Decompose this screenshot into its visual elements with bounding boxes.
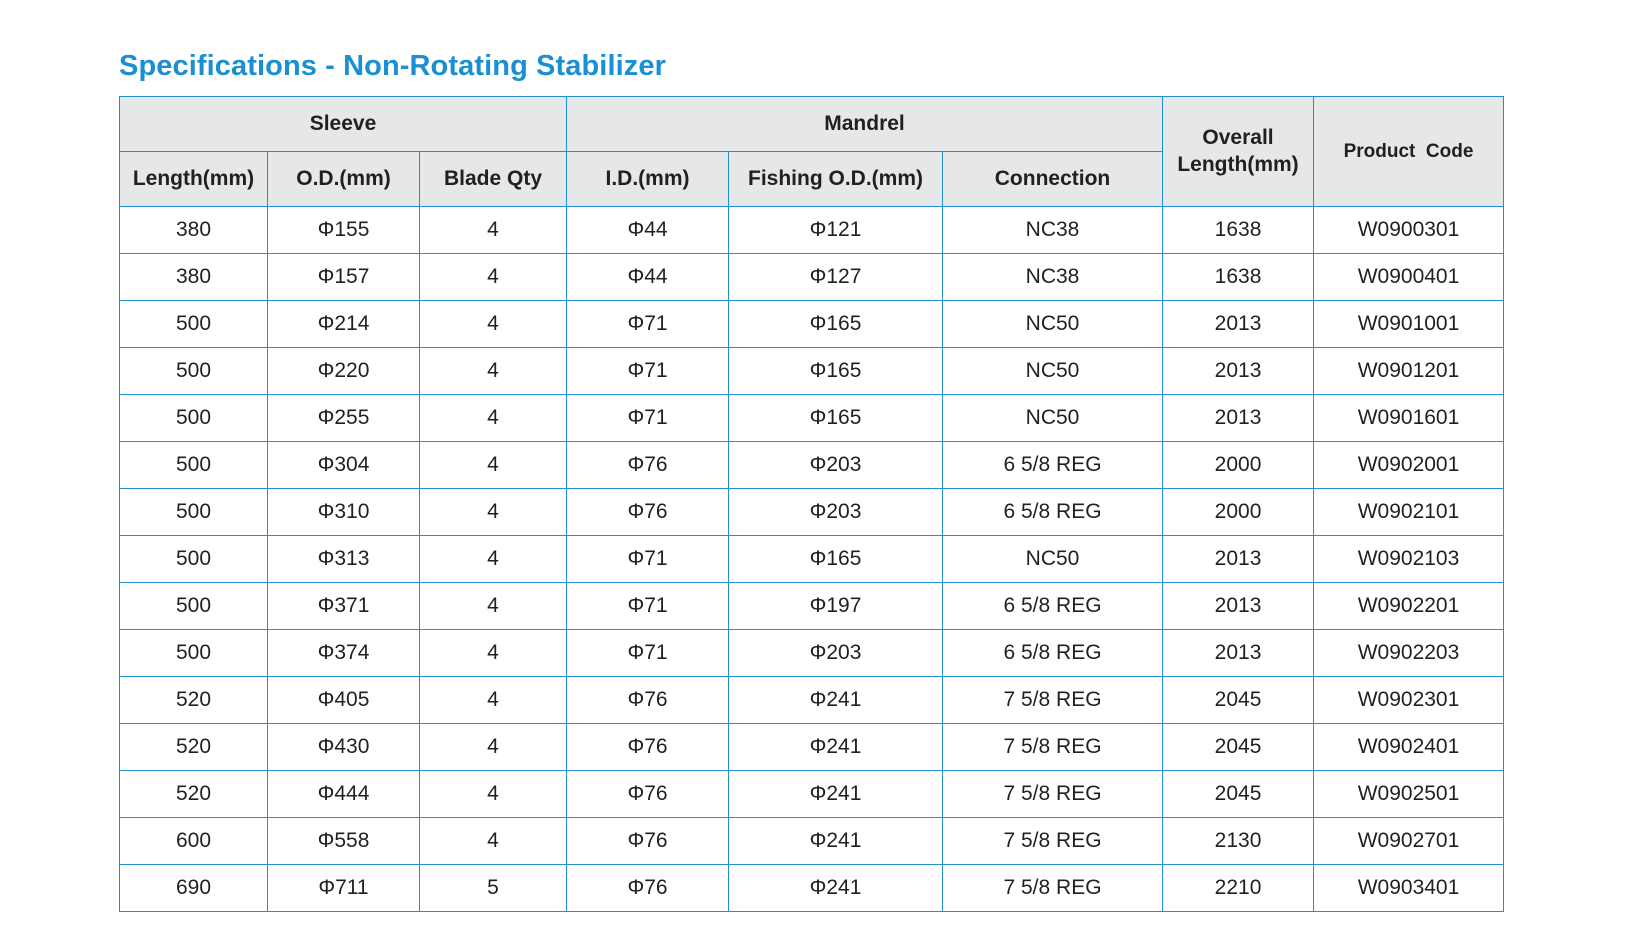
product-code-cell: W0902001 [1314, 442, 1504, 489]
mandrel-id-cell: Φ71 [567, 583, 729, 630]
table-row [120, 818, 1504, 865]
mandrel-id-cell: Φ71 [567, 536, 729, 583]
fishing-od-cell: Φ165 [729, 301, 943, 348]
connection-cell: NC38 [943, 207, 1163, 254]
product-code-cell: W0902501 [1314, 771, 1504, 818]
mandrel-group-header: Mandrel [567, 97, 1163, 152]
overall-length-cell: 2013 [1163, 395, 1314, 442]
overall-length-cell: 2210 [1163, 865, 1314, 912]
sleeve-od-cell: Φ313 [268, 536, 420, 583]
product-code-cell: W0900401 [1314, 254, 1504, 301]
blade-qty-cell: 4 [420, 583, 567, 630]
fishing-od-cell: Φ165 [729, 395, 943, 442]
fishing-od-cell: Φ241 [729, 818, 943, 865]
column-header-blade-qty: Blade Qty [420, 152, 567, 207]
connection-cell: 6 5/8 REG [943, 442, 1163, 489]
product-code-cell: W0901601 [1314, 395, 1504, 442]
header-group-row [120, 97, 1504, 152]
overall-length-cell: 2045 [1163, 724, 1314, 771]
product-code-cell: W0902301 [1314, 677, 1504, 724]
column-header-sleeve-od: O.D.(mm) [268, 152, 420, 207]
table-row [120, 301, 1504, 348]
sleeve-length-cell: 520 [120, 677, 268, 724]
connection-cell: NC50 [943, 301, 1163, 348]
blade-qty-cell: 5 [420, 865, 567, 912]
sleeve-length-cell: 500 [120, 536, 268, 583]
connection-cell: 7 5/8 REG [943, 724, 1163, 771]
fishing-od-cell: Φ241 [729, 865, 943, 912]
product-code-cell: W0901001 [1314, 301, 1504, 348]
connection-cell: 6 5/8 REG [943, 489, 1163, 536]
mandrel-id-cell: Φ71 [567, 630, 729, 677]
blade-qty-cell: 4 [420, 771, 567, 818]
sleeve-length-cell: 500 [120, 583, 268, 630]
overall-length-cell: 2000 [1163, 489, 1314, 536]
blade-qty-cell: 4 [420, 489, 567, 536]
blade-qty-cell: 4 [420, 536, 567, 583]
table-row [120, 583, 1504, 630]
blade-qty-cell: 4 [420, 207, 567, 254]
blade-qty-cell: 4 [420, 395, 567, 442]
product-code-cell: W0903401 [1314, 865, 1504, 912]
overall-length-cell: 1638 [1163, 207, 1314, 254]
overall-length-cell: 2013 [1163, 536, 1314, 583]
sleeve-od-cell: Φ214 [268, 301, 420, 348]
overall-length-header-line1: Overall [1202, 126, 1274, 150]
sleeve-od-cell: Φ405 [268, 677, 420, 724]
table-row [120, 207, 1504, 254]
fishing-od-cell: Φ241 [729, 677, 943, 724]
blade-qty-cell: 4 [420, 630, 567, 677]
sleeve-length-cell: 500 [120, 442, 268, 489]
sleeve-od-cell: Φ220 [268, 348, 420, 395]
product-code-cell: W0902701 [1314, 818, 1504, 865]
connection-cell: 7 5/8 REG [943, 771, 1163, 818]
blade-qty-cell: 4 [420, 677, 567, 724]
sleeve-od-cell: Φ155 [268, 207, 420, 254]
table-row [120, 724, 1504, 771]
sleeve-od-cell: Φ255 [268, 395, 420, 442]
sleeve-od-cell: Φ444 [268, 771, 420, 818]
product-code-cell: W0902401 [1314, 724, 1504, 771]
overall-length-cell: 2013 [1163, 583, 1314, 630]
sleeve-length-cell: 600 [120, 818, 268, 865]
table-row [120, 348, 1504, 395]
blade-qty-cell: 4 [420, 724, 567, 771]
column-header-connection: Connection [943, 152, 1163, 207]
sleeve-length-cell: 500 [120, 630, 268, 677]
sleeve-length-cell: 380 [120, 207, 268, 254]
table-row [120, 630, 1504, 677]
table-row [120, 442, 1504, 489]
fishing-od-cell: Φ121 [729, 207, 943, 254]
fishing-od-cell: Φ127 [729, 254, 943, 301]
overall-length-cell: 2013 [1163, 348, 1314, 395]
mandrel-id-cell: Φ76 [567, 818, 729, 865]
sleeve-length-cell: 380 [120, 254, 268, 301]
blade-qty-cell: 4 [420, 301, 567, 348]
mandrel-id-cell: Φ71 [567, 301, 729, 348]
overall-length-cell: 2045 [1163, 677, 1314, 724]
table-header [120, 97, 1504, 207]
product-code-cell: W0900301 [1314, 207, 1504, 254]
table-body [120, 207, 1504, 912]
table-row [120, 489, 1504, 536]
overall-length-cell: 1638 [1163, 254, 1314, 301]
specifications-table [119, 96, 1504, 912]
sleeve-od-cell: Φ711 [268, 865, 420, 912]
overall-length-cell: 2013 [1163, 630, 1314, 677]
overall-length-cell: 2045 [1163, 771, 1314, 818]
blade-qty-cell: 4 [420, 254, 567, 301]
mandrel-id-cell: Φ76 [567, 677, 729, 724]
connection-cell: 6 5/8 REG [943, 583, 1163, 630]
sleeve-od-cell: Φ558 [268, 818, 420, 865]
sleeve-od-cell: Φ371 [268, 583, 420, 630]
fishing-od-cell: Φ203 [729, 630, 943, 677]
overall-length-header-line2: Length(mm) [1177, 152, 1299, 176]
mandrel-id-cell: Φ76 [567, 771, 729, 818]
fishing-od-cell: Φ241 [729, 724, 943, 771]
blade-qty-cell: 4 [420, 442, 567, 489]
table-row [120, 254, 1504, 301]
overall-length-cell: 2013 [1163, 301, 1314, 348]
fishing-od-cell: Φ241 [729, 771, 943, 818]
mandrel-id-cell: Φ71 [567, 395, 729, 442]
table-row [120, 395, 1504, 442]
sleeve-length-cell: 500 [120, 301, 268, 348]
table-row [120, 677, 1504, 724]
connection-cell: NC50 [943, 395, 1163, 442]
sleeve-od-cell: Φ430 [268, 724, 420, 771]
product-code-header: Product Code [1314, 97, 1504, 207]
fishing-od-cell: Φ203 [729, 489, 943, 536]
connection-cell: 7 5/8 REG [943, 677, 1163, 724]
overall-length-cell: 2130 [1163, 818, 1314, 865]
product-code-cell: W0902201 [1314, 583, 1504, 630]
mandrel-id-cell: Φ44 [567, 254, 729, 301]
blade-qty-cell: 4 [420, 818, 567, 865]
sleeve-length-cell: 690 [120, 865, 268, 912]
sleeve-od-cell: Φ374 [268, 630, 420, 677]
sleeve-length-cell: 520 [120, 724, 268, 771]
column-header-mandrel-id: I.D.(mm) [567, 152, 729, 207]
fishing-od-cell: Φ165 [729, 536, 943, 583]
sleeve-group-header: Sleeve [120, 97, 567, 152]
mandrel-id-cell: Φ76 [567, 489, 729, 536]
overall-length-header [1163, 97, 1314, 207]
connection-cell: 7 5/8 REG [943, 865, 1163, 912]
table-row [120, 771, 1504, 818]
table-row [120, 536, 1504, 583]
connection-cell: NC50 [943, 348, 1163, 395]
sleeve-od-cell: Φ310 [268, 489, 420, 536]
sleeve-od-cell: Φ304 [268, 442, 420, 489]
connection-cell: 6 5/8 REG [943, 630, 1163, 677]
sleeve-length-cell: 500 [120, 348, 268, 395]
mandrel-id-cell: Φ44 [567, 207, 729, 254]
mandrel-id-cell: Φ71 [567, 348, 729, 395]
column-header-fishing-od: Fishing O.D.(mm) [729, 152, 943, 207]
mandrel-id-cell: Φ76 [567, 724, 729, 771]
product-code-cell: W0902103 [1314, 536, 1504, 583]
connection-cell: NC50 [943, 536, 1163, 583]
page-title: Specifications - Non-Rotating Stabilizer [119, 50, 666, 82]
mandrel-id-cell: Φ76 [567, 442, 729, 489]
fishing-od-cell: Φ197 [729, 583, 943, 630]
product-code-cell: W0902203 [1314, 630, 1504, 677]
connection-cell: NC38 [943, 254, 1163, 301]
fishing-od-cell: Φ203 [729, 442, 943, 489]
blade-qty-cell: 4 [420, 348, 567, 395]
sleeve-od-cell: Φ157 [268, 254, 420, 301]
table-row [120, 865, 1504, 912]
sleeve-length-cell: 500 [120, 395, 268, 442]
sleeve-length-cell: 520 [120, 771, 268, 818]
connection-cell: 7 5/8 REG [943, 818, 1163, 865]
sleeve-length-cell: 500 [120, 489, 268, 536]
product-code-cell: W0902101 [1314, 489, 1504, 536]
product-code-cell: W0901201 [1314, 348, 1504, 395]
column-header-sleeve-length: Length(mm) [120, 152, 268, 207]
mandrel-id-cell: Φ76 [567, 865, 729, 912]
fishing-od-cell: Φ165 [729, 348, 943, 395]
overall-length-cell: 2000 [1163, 442, 1314, 489]
